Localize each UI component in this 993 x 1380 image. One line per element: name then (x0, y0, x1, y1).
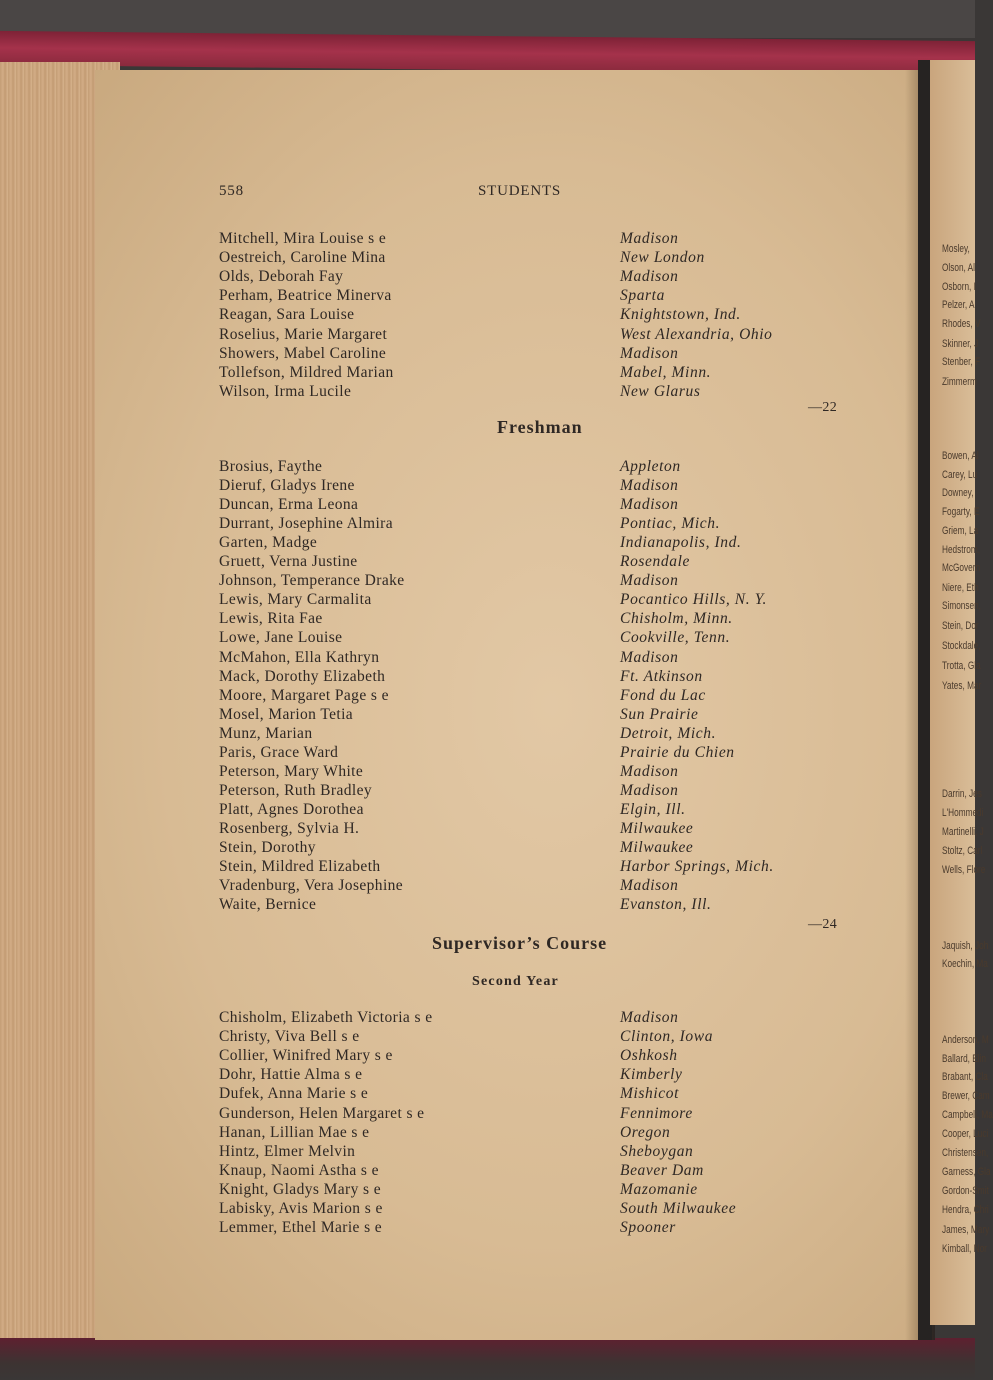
facing-page-fragment: Jaquish, Joh (942, 940, 989, 952)
facing-page-fragment: Downey, (942, 487, 974, 499)
student-hometown: Mishicot (620, 1085, 680, 1103)
student-name: Chisholm, Elizabeth Victoria s e (219, 1009, 433, 1026)
student-hometown: Pocantico Hills, N. Y. (620, 591, 767, 609)
student-name: Lemmer, Ethel Marie s e (219, 1219, 383, 1237)
facing-page-fragment: Campbell, Ma (942, 1109, 993, 1121)
student-name: Hanan, Lillian Mae s e (219, 1123, 370, 1141)
facing-page-fragment: Wells, Flore (942, 864, 986, 876)
student-name: Moore, Margaret Page s e (219, 686, 389, 704)
facing-page-fragment: Olson, Al (942, 262, 976, 274)
student-name: Peterson, Ruth Bradley (219, 781, 373, 799)
student-hometown: Spooner (620, 1219, 676, 1237)
student-hometown: Madison (620, 877, 679, 895)
student-hometown: Madison (620, 268, 679, 286)
student-hometown: Madison (620, 230, 679, 247)
student-name: Platt, Agnes Dorothea (219, 800, 364, 818)
student-name: Dufek, Anna Marie s e (219, 1085, 369, 1103)
facing-page-fragment: Griem, La (942, 525, 979, 537)
facing-page-fragment: Mosley, (942, 243, 970, 255)
student-hometown: Indianapolis, Ind. (620, 534, 742, 552)
student-name: Knight, Gladys Mary s e (219, 1180, 382, 1198)
student-hometown: Kimberly (620, 1066, 683, 1084)
student-name: Oestreich, Caroline Mina (219, 249, 386, 267)
student-hometown: Prairie du Chien (620, 743, 735, 761)
student-name: Munz, Marian (219, 724, 313, 742)
facing-page-fragment: Brabant, Cla (942, 1071, 988, 1083)
student-hometown: Ft. Atkinson (620, 667, 703, 685)
facing-page-fragment: Gordon-Smit (942, 1185, 989, 1197)
student-hometown: Madison (620, 572, 679, 590)
student-hometown: Fond du Lac (620, 686, 706, 704)
facing-page-fragment: Cooper, Luci (942, 1128, 989, 1140)
student-hometown: Beaver Dam (620, 1161, 704, 1179)
student-name: Gruett, Verna Justine (219, 553, 358, 571)
facing-page-fragment: Koechin, Ma (942, 958, 988, 970)
facing-page-fragment: Stenber, F (942, 356, 981, 368)
book-cover-bottom-edge (0, 1338, 975, 1380)
facing-page-fragment: Stoltz, Carl (942, 845, 983, 857)
student-hometown: Fennimore (620, 1104, 693, 1122)
student-hometown: Detroit, Mich. (620, 724, 717, 742)
student-hometown: Rosendale (620, 553, 690, 571)
facing-page-fragment: L'Hommedi (942, 807, 984, 819)
facing-page-fragment: Kimball, Nor (942, 1243, 987, 1255)
student-name: Collier, Winifred Mary s e (219, 1047, 393, 1065)
facing-page-fragment: Trotta, Gla (942, 660, 981, 672)
student-hometown: South Milwaukee (620, 1200, 737, 1217)
section-count-1: —22 (808, 400, 838, 415)
running-head: STUDENTS (478, 183, 562, 199)
student-hometown: Madison (620, 648, 679, 666)
facing-page-fragment: Anderson, M (942, 1034, 989, 1046)
student-name: Mosel, Marion Tetia (219, 705, 354, 723)
student-hometown: Elgin, Ill. (620, 800, 686, 818)
student-name: Rosenberg, Sylvia H. (219, 819, 360, 837)
student-hometown: Knightstown, Ind. (620, 306, 741, 324)
student-name: Showers, Mabel Caroline (219, 344, 387, 362)
student-name: Gunderson, Helen Margaret s e (219, 1104, 425, 1122)
student-name: Mitchell, Mira Louise s e (219, 230, 387, 247)
student-hometown: Clinton, Iowa (620, 1028, 714, 1046)
student-name: Paris, Grace Ward (219, 743, 339, 761)
student-name: Dieruf, Gladys Irene (219, 477, 355, 495)
facing-page-fragment: Stockdale, (942, 640, 981, 652)
student-name: Roselius, Marie Margaret (219, 325, 388, 343)
student-hometown: Pontiac, Mich. (620, 515, 721, 533)
student-hometown: Harbor Springs, Mich. (620, 858, 774, 876)
facing-page-fragment: Rhodes, V (942, 318, 981, 330)
student-hometown: Madison (620, 781, 679, 799)
facing-page-fragment: Ballard, Elin (942, 1053, 987, 1065)
student-name: Tollefson, Mildred Marian (219, 363, 394, 381)
student-name: Peterson, Mary White (219, 762, 364, 780)
student-hometown: Sheboygan (620, 1142, 694, 1160)
student-hometown: Oshkosh (620, 1047, 678, 1065)
facing-page-fragment: Brewer, Cam (942, 1090, 990, 1102)
student-name: Lewis, Mary Carmalita (219, 591, 372, 609)
student-hometown: Madison (620, 344, 679, 362)
student-hometown: Chisholm, Minn. (620, 610, 733, 628)
facing-page-fragment: Fogarty, E (942, 506, 980, 518)
student-name: Reagan, Sara Louise (219, 306, 355, 324)
page-number: 558 (219, 183, 244, 199)
student-name: Stein, Dorothy (219, 839, 316, 856)
student-name: Durrant, Josephine Almira (219, 515, 394, 533)
student-name: Wilson, Irma Lucile (219, 382, 352, 400)
facing-page-fragment: Hendra, Chri (942, 1204, 989, 1216)
facing-page-fragment: Simonsen, (942, 600, 981, 612)
student-hometown: Appleton (620, 458, 681, 475)
facing-page-fragment: Hedstrom, (942, 544, 981, 556)
section-count-2: —24 (808, 917, 838, 932)
student-hometown: Evanston, Ill. (620, 896, 712, 914)
facing-page-fragment: McGovern (942, 562, 981, 574)
student-name: Christy, Viva Bell s e (219, 1028, 360, 1046)
student-hometown: New Glarus (620, 382, 701, 400)
facing-page-fragment: Osborn, I (942, 281, 976, 293)
student-name: Johnson, Temperance Drake (219, 572, 405, 590)
student-hometown: Madison (620, 1009, 679, 1026)
student-hometown: Sparta (620, 287, 665, 305)
student-name: Vradenburg, Vera Josephine (219, 877, 404, 895)
student-hometown: Milwaukee (620, 819, 694, 837)
student-hometown: Mazomanie (620, 1180, 698, 1198)
facing-page-fragment: Yates, Mar (942, 680, 982, 692)
student-hometown: New London (620, 249, 705, 267)
second-year-subheading: Second Year (472, 974, 559, 989)
student-name: McMahon, Ella Kathryn (219, 648, 380, 666)
facing-page-fragment: Zimmerm (942, 376, 977, 388)
student-hometown: Sun Prairie (620, 705, 699, 723)
student-name: Lewis, Rita Fae (219, 610, 323, 628)
facing-page-edge (930, 60, 993, 1325)
student-hometown: Madison (620, 477, 679, 495)
supervisors-course-heading: Supervisor’s Course (432, 933, 608, 953)
student-name: Mack, Dorothy Elizabeth (219, 667, 386, 685)
facing-page-fragment: Darrin, Jes (942, 788, 982, 800)
student-hometown: Milwaukee (620, 839, 694, 856)
facing-page-fragment: Niere, Eth (942, 582, 979, 594)
facing-page-fragment: James, Mary (942, 1224, 990, 1236)
student-name: Brosius, Faythe (219, 458, 323, 475)
student-name: Garten, Madge (219, 534, 318, 552)
facing-page-fragment: Christensen, (942, 1147, 989, 1159)
student-name: Dohr, Hattie Alma s e (219, 1066, 363, 1084)
student-hometown: Oregon (620, 1123, 671, 1141)
facing-page-fragment: Pelzer, A (942, 299, 975, 311)
student-name: Waite, Bernice (219, 896, 317, 914)
facing-page-fragment: Carey, Lu (942, 469, 978, 481)
student-hometown: Cookville, Tenn. (620, 629, 731, 647)
facing-page-fragment: Bowen, Al (942, 450, 979, 462)
student-hometown: Madison (620, 762, 679, 780)
student-name: Knaup, Naomi Astha s e (219, 1161, 379, 1179)
student-hometown: Mabel, Minn. (620, 363, 712, 381)
student-name: Lowe, Jane Louise (219, 629, 343, 647)
facing-page-fragment: Skinner, J (942, 338, 979, 350)
facing-page-fragment: Martinelli, J (942, 826, 984, 838)
student-name: Hintz, Elmer Melvin (219, 1142, 356, 1160)
student-name: Duncan, Erma Leona (219, 496, 359, 514)
facing-page-fragment: Garness, Gla (942, 1166, 991, 1178)
facing-page-fragment: Stein, Dor (942, 620, 979, 632)
student-hometown: Madison (620, 496, 679, 514)
student-name: Stein, Mildred Elizabeth (219, 858, 381, 876)
student-hometown: West Alexandria, Ohio (620, 325, 773, 343)
student-name: Labisky, Avis Marion s e (219, 1200, 383, 1217)
student-name: Perham, Beatrice Minerva (219, 287, 392, 305)
student-name: Olds, Deborah Fay (219, 268, 344, 286)
freshman-heading: Freshman (497, 417, 583, 437)
